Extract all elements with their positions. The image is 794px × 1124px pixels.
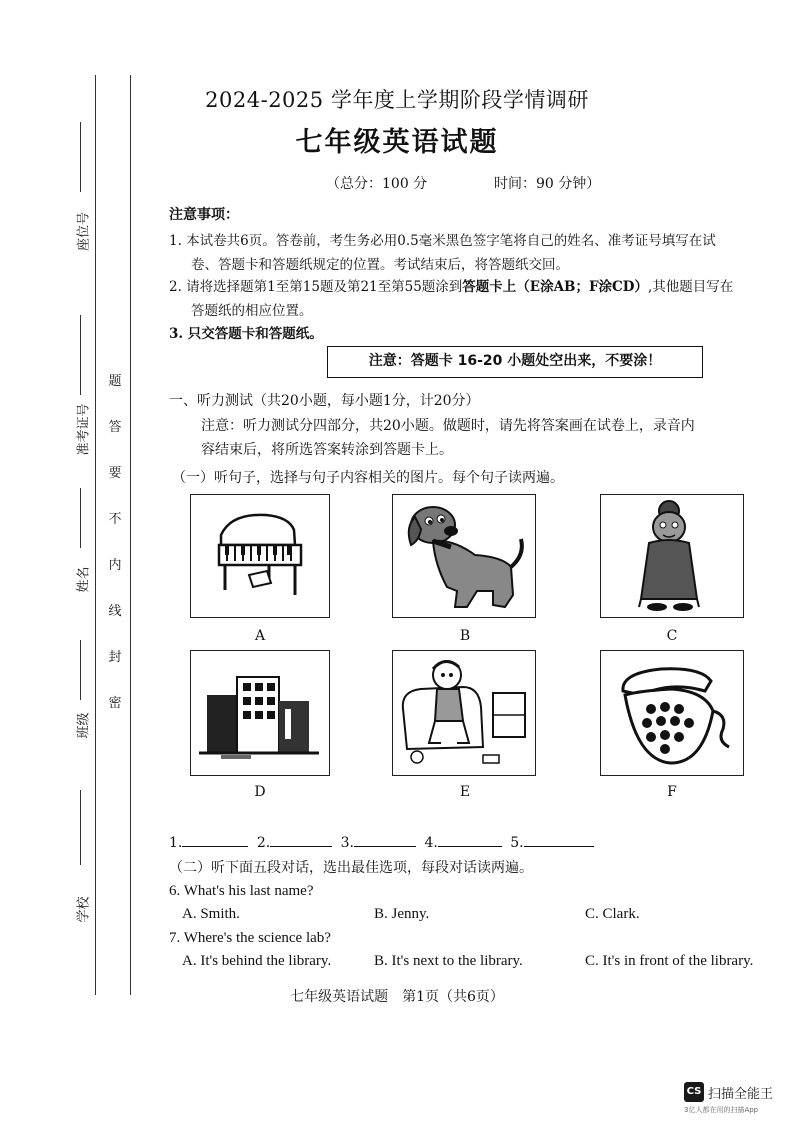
exam-title: 2024-2025 学年度上学期阶段学情调研 bbox=[205, 88, 589, 112]
question-6-stem: 6. What's his last name? bbox=[169, 883, 314, 899]
picture-f-label: F bbox=[667, 784, 677, 800]
instruction-line: 注意：听力测试分四部分，共20小题。做题时，请先将答案画在试卷上，录音内 bbox=[201, 418, 695, 434]
question-6-option-b: B. Jenny. bbox=[374, 906, 430, 922]
exam-no-underline bbox=[80, 315, 81, 395]
class-label: 班级 bbox=[76, 712, 92, 739]
total-score: （总分：100 分 bbox=[326, 176, 428, 192]
answer-blanks bbox=[169, 832, 594, 851]
blank-line[interactable] bbox=[270, 832, 332, 847]
note-line: 卷、答题卡和答题纸规定的位置。考试结束后，将答题纸交回。 bbox=[191, 257, 569, 273]
note-line: 答题纸的相应位置。 bbox=[191, 303, 313, 319]
note-item-2 bbox=[169, 275, 733, 323]
seal-char: 密 bbox=[108, 696, 122, 711]
part2-instruction: （二）听下面五段对话，选出最佳选项，每段对话读两遍。 bbox=[169, 860, 533, 876]
picture-d bbox=[190, 650, 330, 776]
note-item-3: 3. 只交答题卡和答题纸。 bbox=[169, 326, 323, 342]
note-emphasis: 答题卡上（E涂AB；F涂CD） bbox=[462, 279, 649, 295]
name-underline bbox=[80, 488, 81, 548]
blank-label: 4. bbox=[424, 835, 438, 851]
picture-a bbox=[190, 494, 330, 618]
section-title: 一、听力测试（共20小题，每小题1分，计20分） bbox=[169, 393, 480, 409]
blank-line[interactable] bbox=[438, 832, 502, 847]
blank-line[interactable] bbox=[354, 832, 416, 847]
grandmother-icon bbox=[601, 495, 742, 616]
question-7-option-a: A. It's behind the library. bbox=[182, 953, 332, 969]
school-label: 学校 bbox=[76, 896, 92, 923]
blank-label: 2. bbox=[256, 835, 271, 851]
seal-text bbox=[105, 370, 125, 738]
question-6-option-a: A. Smith. bbox=[182, 906, 240, 922]
seal-char: 封 bbox=[108, 650, 122, 665]
scanner-watermark bbox=[684, 1082, 773, 1115]
page-footer: 七年级英语试题 第1页（共6页） bbox=[290, 989, 504, 1005]
seal-char: 答 bbox=[108, 420, 122, 435]
picture-e-label: E bbox=[459, 784, 471, 800]
dog-icon bbox=[393, 495, 534, 616]
margin-line-right bbox=[130, 75, 131, 995]
class-underline bbox=[80, 640, 81, 700]
seal-char: 题 bbox=[108, 374, 122, 389]
picture-b bbox=[392, 494, 536, 618]
picture-d-label: D bbox=[254, 784, 266, 800]
picture-e bbox=[392, 650, 536, 776]
picture-c bbox=[600, 494, 744, 618]
telephone-icon bbox=[601, 651, 742, 774]
question-6-option-c: C. Clark. bbox=[585, 906, 640, 922]
notes-heading: 注意事项： bbox=[169, 207, 239, 223]
note-text: 2. 请将选择题第1至第15题及第21至第55题涂到 bbox=[169, 279, 463, 295]
picture-f bbox=[600, 650, 744, 776]
boy-in-room-icon bbox=[393, 651, 534, 774]
exam-no-label: 准考证号 bbox=[76, 403, 92, 456]
scanner-tagline: 3亿人都在用的扫描App bbox=[684, 1106, 759, 1114]
answer-card-notice: 注意：答题卡 16-20 小题处空出来，不要涂！ bbox=[327, 346, 703, 378]
blank-line[interactable] bbox=[182, 832, 248, 847]
seal-char: 内 bbox=[108, 558, 122, 573]
scanner-name: 扫描全能王 bbox=[708, 1086, 774, 1102]
section-instruction bbox=[169, 414, 695, 462]
buildings-icon bbox=[191, 651, 328, 774]
blank-label: 1. bbox=[169, 835, 183, 851]
blank-label: 3. bbox=[340, 835, 354, 851]
seal-char: 要 bbox=[108, 466, 122, 481]
blank-label: 5. bbox=[510, 835, 524, 851]
part1-instruction: （一）听句子，选择与句子内容相关的图片。每个句子读两遍。 bbox=[172, 470, 564, 486]
margin-line-left bbox=[95, 75, 96, 995]
note-line: 1. 本试卷共6页。答卷前，考生务必用0.5毫米黑色签字笔将自己的姓名、准考证号填写在试 bbox=[169, 233, 716, 249]
exam-subtitle: 七年级英语试题 bbox=[295, 127, 499, 158]
picture-a-label: A bbox=[254, 628, 266, 644]
school-underline bbox=[80, 790, 81, 865]
note-item-1 bbox=[169, 229, 716, 277]
name-label: 姓名 bbox=[76, 566, 92, 593]
seal-char: 线 bbox=[108, 604, 122, 619]
scanner-logo-icon: CS bbox=[684, 1082, 704, 1102]
exam-time: 时间：90 分钟） bbox=[494, 176, 601, 192]
question-7-option-b: B. It's next to the library. bbox=[374, 953, 523, 969]
question-7-option-c: C. It's in front of the library. bbox=[585, 953, 754, 969]
seal-char: 不 bbox=[108, 512, 122, 527]
seat-label: 座位号 bbox=[76, 212, 92, 252]
note-text: ,其他题目写在 bbox=[648, 279, 734, 295]
note-line bbox=[169, 275, 733, 299]
instruction-line: 容结束后，将所选答案转涂到答题卡上。 bbox=[201, 442, 453, 458]
piano-icon bbox=[191, 495, 328, 616]
picture-b-label: B bbox=[459, 628, 471, 644]
blank-line[interactable] bbox=[524, 832, 594, 847]
picture-c-label: C bbox=[666, 628, 678, 644]
question-7-stem: 7. Where's the science lab? bbox=[169, 930, 331, 946]
